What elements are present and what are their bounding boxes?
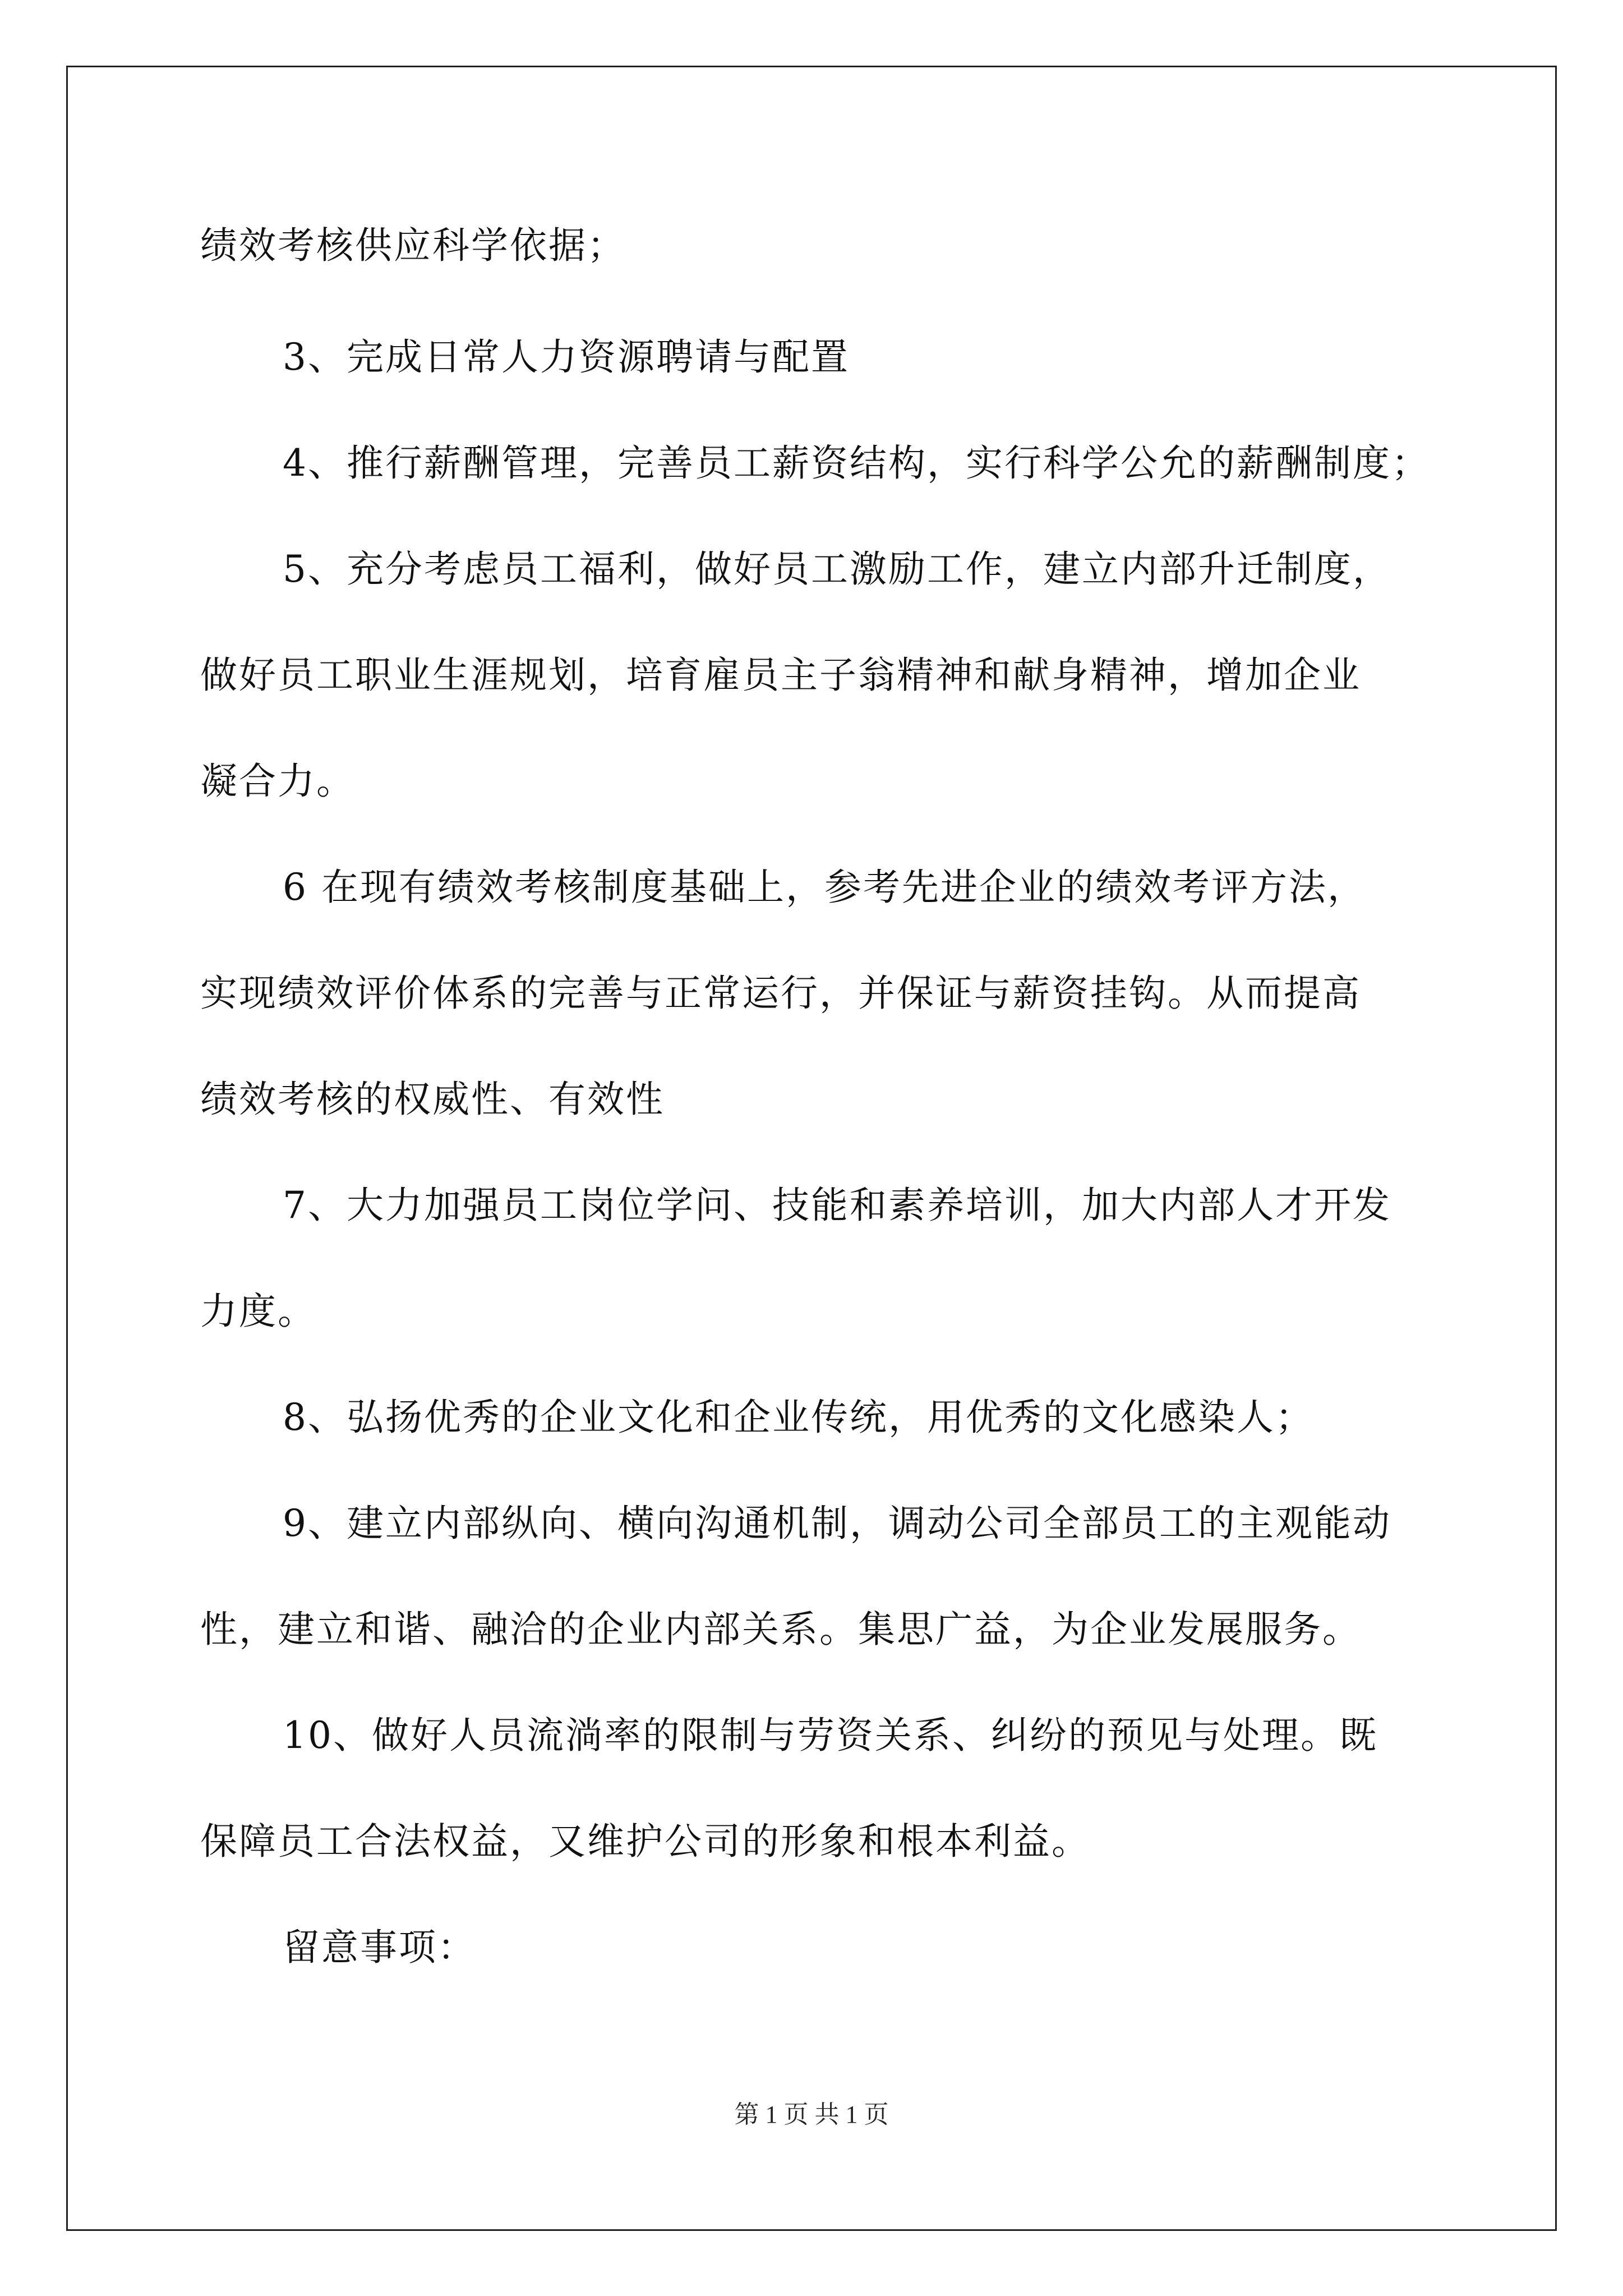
paragraph-line: 5、充分考虑员工福利，做好员工激励工作，建立内部升迁制度， — [283, 547, 1391, 591]
paragraph-line: 性，建立和谐、融洽的企业内部关系。集思广益，为企业发展服务。 — [200, 1608, 1361, 1651]
paragraph-line: 凝合力。 — [200, 760, 355, 803]
paragraph-line: 9、建立内部纵向、横向沟通机制，调动公司全部员工的主观能动 — [283, 1502, 1391, 1545]
paragraph-line: 绩效考核的权威性、有效性 — [200, 1078, 665, 1121]
paragraph-line: 10、做好人员流淌率的限制与劳资关系、纠纷的预见与处理。既 — [283, 1714, 1378, 1757]
paragraph-line: 6 在现有绩效考核制度基础上，参考先进企业的绩效考评方法， — [283, 866, 1366, 909]
paragraph-line: 8、弘扬优秀的企业文化和企业传统，用优秀的文化感染人； — [283, 1396, 1314, 1439]
paragraph-line: 7、大力加强员工岗位学问、技能和素养培训，加大内部人才开发 — [283, 1184, 1391, 1227]
paragraph-line: 保障员工合法权益，又维护公司的形象和根本利益。 — [200, 1820, 1090, 1863]
page-number-footer: 第 1 页 共 1 页 — [734, 2101, 889, 2128]
paragraph-line: 做好员工职业生涯规划，培育雇员主子翁精神和献身精神，增加企业 — [200, 654, 1361, 697]
paragraph-line: 3、完成日常人力资源聘请与配置 — [283, 335, 850, 379]
paragraph-line: 力度。 — [200, 1290, 316, 1333]
page-border — [66, 66, 1557, 2231]
paragraph-line: 4、推行薪酬管理，完善员工薪资结构，实行科学公允的薪酬制度； — [283, 441, 1430, 485]
notes-heading: 留意事项： — [283, 1926, 476, 1969]
paragraph-line: 实现绩效评价体系的完善与正常运行，并保证与薪资挂钩。从而提高 — [200, 972, 1361, 1015]
paragraph-line: 绩效考核供应科学依据； — [200, 224, 626, 267]
